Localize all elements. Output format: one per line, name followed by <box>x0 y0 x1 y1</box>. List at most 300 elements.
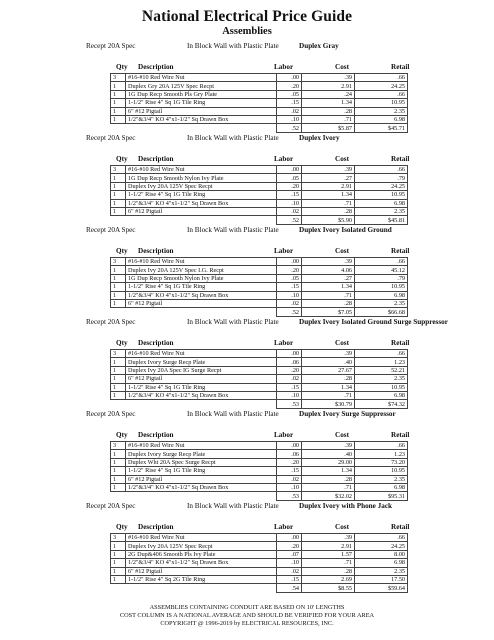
col-qty: Qty <box>116 523 128 531</box>
row-description: Duplex Ivy 20A 125V Spec Recpt <box>126 542 277 550</box>
row-retail: 6.98 <box>355 115 408 123</box>
row-labor: .20 <box>277 458 302 466</box>
row-qty: 3 <box>111 442 126 450</box>
row-qty: 1 <box>111 182 126 190</box>
row-qty: 1 <box>111 567 126 575</box>
col-labor: Labor <box>274 339 294 347</box>
row-cost: .28 <box>302 207 355 215</box>
section-name: Duplex Gray <box>299 42 339 50</box>
section-header <box>0 41 494 63</box>
col-description: Description <box>138 63 174 71</box>
total-cost: $30.79 <box>302 400 355 408</box>
row-cost: .28 <box>302 107 355 115</box>
row-description: #16-#10 Red Wire Nut <box>126 534 277 542</box>
column-headers <box>0 431 494 441</box>
total-row <box>111 216 408 224</box>
footer-line-1: ASSEMBLIES CONTAINING CONDUIT ARE BASED ON 10' LENGTHS <box>149 604 345 611</box>
table-row <box>111 191 408 199</box>
row-description: Duplex Ivory Surge Recp Plate <box>126 358 277 366</box>
row-qty: 1 <box>111 366 126 374</box>
row-description: 1-1/2" Rise 4" Sq 1G Tile Ring <box>126 467 277 475</box>
row-description: 1/2"&3/4" KO 4"x1-1/2" Sq Drawn Box <box>126 291 277 299</box>
row-cost: .28 <box>302 475 355 483</box>
row-description: 6" #12 Pigtail <box>126 299 277 307</box>
row-description: 1/2"&3/4" KO 4"x1-1/2" Sq Drawn Box <box>126 199 277 207</box>
row-qty: 3 <box>111 534 126 542</box>
row-cost: .71 <box>302 483 355 491</box>
col-description: Description <box>138 339 174 347</box>
row-qty: 1 <box>111 274 126 282</box>
table-row <box>111 450 408 458</box>
section-mount: In Block Wall with Plastic Plate <box>187 502 279 510</box>
table-row <box>111 82 408 90</box>
row-labor: .06 <box>277 450 302 458</box>
total-cost: $7.05 <box>302 308 355 316</box>
items-table <box>110 165 408 225</box>
row-labor: .06 <box>277 358 302 366</box>
col-labor: Labor <box>274 155 294 163</box>
row-retail: 10.95 <box>355 99 408 107</box>
row-cost: 1.34 <box>302 99 355 107</box>
section-spec: Recept 20A Spec <box>86 134 136 142</box>
row-description: Duplex Ivy 20A 125V Spec Recpt <box>126 182 277 190</box>
row-description: #16-#10 Red Wire Nut <box>126 442 277 450</box>
row-description: 1-1/2" Rise 4" Sq 1G Tile Ring <box>126 191 277 199</box>
row-cost: 2.91 <box>302 182 355 190</box>
col-description: Description <box>138 155 174 163</box>
row-retail: .66 <box>355 350 408 358</box>
row-labor: .02 <box>277 567 302 575</box>
row-retail: 73.20 <box>355 458 408 466</box>
row-retail: .66 <box>355 442 408 450</box>
row-labor: .05 <box>277 90 302 98</box>
row-retail: 24.25 <box>355 182 408 190</box>
row-labor: .20 <box>277 266 302 274</box>
table-row <box>111 542 408 550</box>
row-qty: 1 <box>111 199 126 207</box>
section-header <box>0 317 494 339</box>
table-row <box>111 166 408 174</box>
col-cost: Cost <box>335 247 349 255</box>
total-retail: $74.32 <box>355 400 408 408</box>
row-qty: 1 <box>111 391 126 399</box>
column-headers <box>0 155 494 165</box>
section-name: Duplex Ivory <box>299 134 340 142</box>
total-cost: $5.87 <box>302 124 355 132</box>
row-retail: .66 <box>355 74 408 82</box>
col-retail: Retail <box>391 247 410 255</box>
total-retail: $95.31 <box>355 492 408 500</box>
row-cost: .39 <box>302 350 355 358</box>
row-retail: 17.50 <box>355 575 408 583</box>
col-retail: Retail <box>391 155 410 163</box>
row-labor: .02 <box>277 207 302 215</box>
row-qty: 1 <box>111 207 126 215</box>
items-table <box>110 257 408 317</box>
row-retail: 6.98 <box>355 291 408 299</box>
row-cost: .24 <box>302 90 355 98</box>
row-retail: 2.35 <box>355 107 408 115</box>
row-retail: .66 <box>355 534 408 542</box>
row-labor: .15 <box>277 575 302 583</box>
row-qty: 1 <box>111 483 126 491</box>
row-cost: .71 <box>302 559 355 567</box>
table-row <box>111 258 408 266</box>
col-description: Description <box>138 523 174 531</box>
row-labor: .05 <box>277 274 302 282</box>
col-qty: Qty <box>116 431 128 439</box>
row-labor: .00 <box>277 74 302 82</box>
col-cost: Cost <box>335 155 349 163</box>
table-row <box>111 174 408 182</box>
table-row <box>111 458 408 466</box>
row-cost: .40 <box>302 450 355 458</box>
row-retail: 10.95 <box>355 191 408 199</box>
section-mount: In Block Wall with Plastic Plate <box>187 410 279 418</box>
row-qty: 3 <box>111 258 126 266</box>
section-header <box>0 133 494 155</box>
col-cost: Cost <box>335 63 349 71</box>
row-retail: .79 <box>355 274 408 282</box>
table-row <box>111 291 408 299</box>
row-cost: 4.06 <box>302 266 355 274</box>
total-row <box>111 492 408 500</box>
row-labor: .15 <box>277 191 302 199</box>
total-spacer <box>126 400 277 408</box>
row-qty: 1 <box>111 266 126 274</box>
col-retail: Retail <box>391 523 410 531</box>
table-row <box>111 567 408 575</box>
row-cost: 1.34 <box>302 467 355 475</box>
row-retail: 2.35 <box>355 207 408 215</box>
col-description: Description <box>138 247 174 255</box>
section-mount: In Block Wall with Plastic Plate <box>187 42 279 50</box>
col-retail: Retail <box>391 63 410 71</box>
table-row <box>111 274 408 282</box>
col-qty: Qty <box>116 63 128 71</box>
row-qty: 1 <box>111 450 126 458</box>
total-spacer <box>126 216 277 224</box>
row-retail: 52.21 <box>355 366 408 374</box>
total-labor: .52 <box>277 124 302 132</box>
col-cost: Cost <box>335 431 349 439</box>
row-retail: 8.00 <box>355 550 408 558</box>
table-row <box>111 266 408 274</box>
row-description: Duplex Ivy 20A 125V Spec I.G. Recpt <box>126 266 277 274</box>
row-labor: .02 <box>277 475 302 483</box>
row-description: #16-#10 Red Wire Nut <box>126 74 277 82</box>
table-row <box>111 483 408 491</box>
row-description: 6" #12 Pigtail <box>126 475 277 483</box>
section-name: Duplex Ivory Isolated Ground Surge Suppressor <box>299 318 448 326</box>
section-name: Duplex Ivory Surge Suppressor <box>299 410 396 418</box>
section-mount: In Block Wall with Plastic Plate <box>187 318 279 326</box>
assembly-section <box>0 225 494 317</box>
total-retail: $59.64 <box>355 584 408 592</box>
row-labor: .00 <box>277 166 302 174</box>
row-retail: 45.12 <box>355 266 408 274</box>
row-qty: 1 <box>111 358 126 366</box>
table-row <box>111 199 408 207</box>
total-spacer <box>126 124 277 132</box>
table-row <box>111 74 408 82</box>
total-spacer <box>126 492 277 500</box>
row-qty: 1 <box>111 467 126 475</box>
row-retail: 2.35 <box>355 475 408 483</box>
row-description: 1/2"&3/4" KO 4"x1-1/2" Sq Drawn Box <box>126 115 277 123</box>
table-row <box>111 107 408 115</box>
items-table <box>110 533 408 593</box>
row-retail: .66 <box>355 90 408 98</box>
total-spacer <box>111 216 126 224</box>
col-labor: Labor <box>274 523 294 531</box>
row-qty: 1 <box>111 559 126 567</box>
table-row <box>111 550 408 558</box>
row-cost: .39 <box>302 74 355 82</box>
total-spacer <box>126 308 277 316</box>
row-description: 1G Dup Recp Smooth Nylon Ivy Plate <box>126 174 277 182</box>
row-retail: 10.95 <box>355 383 408 391</box>
total-cost: $5.90 <box>302 216 355 224</box>
row-qty: 1 <box>111 174 126 182</box>
section-mount: In Block Wall with Plastic Plate <box>187 226 279 234</box>
row-cost: 27.67 <box>302 366 355 374</box>
footer-line-2: COST COLUMN IS A NATIONAL AVERAGE AND SHOULD BE VERIFIED FOR YOUR AREA <box>119 612 375 619</box>
row-cost: 2.91 <box>302 542 355 550</box>
row-retail: 10.95 <box>355 283 408 291</box>
row-retail: .79 <box>355 174 408 182</box>
row-qty: 1 <box>111 283 126 291</box>
total-spacer <box>111 308 126 316</box>
row-qty: 1 <box>111 383 126 391</box>
row-description: 1/2"&3/4" KO 4"x1-1/2" Sq Drawn Box <box>126 483 277 491</box>
row-cost: .71 <box>302 291 355 299</box>
row-cost: .71 <box>302 391 355 399</box>
column-headers <box>0 523 494 533</box>
row-labor: .20 <box>277 182 302 190</box>
row-cost: 2.69 <box>302 575 355 583</box>
col-retail: Retail <box>391 431 410 439</box>
column-headers <box>0 63 494 73</box>
row-cost: .71 <box>302 199 355 207</box>
row-description: 6" #12 Pigtail <box>126 107 277 115</box>
total-row <box>111 584 408 592</box>
assembly-section <box>0 409 494 501</box>
table-row <box>111 575 408 583</box>
row-description: 2G Dup&406 Smooth Pls Ivy Plate <box>126 550 277 558</box>
section-spec: Recept 20A Spec <box>86 410 136 418</box>
row-retail: 6.98 <box>355 199 408 207</box>
row-labor: .15 <box>277 283 302 291</box>
assembly-section <box>0 317 494 409</box>
table-row <box>111 358 408 366</box>
row-retail: 24.25 <box>355 82 408 90</box>
row-qty: 1 <box>111 82 126 90</box>
row-cost: 2.91 <box>302 82 355 90</box>
row-labor: .10 <box>277 483 302 491</box>
assembly-section <box>0 133 494 225</box>
row-description: 6" #12 Pigtail <box>126 567 277 575</box>
row-cost: .28 <box>302 567 355 575</box>
row-labor: .05 <box>277 174 302 182</box>
total-labor: .53 <box>277 492 302 500</box>
row-labor: .10 <box>277 559 302 567</box>
row-retail: .66 <box>355 166 408 174</box>
col-labor: Labor <box>274 63 294 71</box>
row-qty: 1 <box>111 291 126 299</box>
items-table <box>110 441 408 501</box>
row-retail: 24.25 <box>355 542 408 550</box>
row-qty: 1 <box>111 550 126 558</box>
col-description: Description <box>138 431 174 439</box>
row-labor: .00 <box>277 534 302 542</box>
col-qty: Qty <box>116 339 128 347</box>
section-spec: Recept 20A Spec <box>86 318 136 326</box>
table-row <box>111 115 408 123</box>
row-labor: .20 <box>277 82 302 90</box>
total-spacer <box>111 584 126 592</box>
row-description: 1-1/2" Rise 4" Sq 2G Tile Ring <box>126 575 277 583</box>
table-row <box>111 299 408 307</box>
row-labor: .02 <box>277 299 302 307</box>
assembly-section <box>0 501 494 593</box>
row-labor: .02 <box>277 107 302 115</box>
row-cost: .40 <box>302 358 355 366</box>
table-row <box>111 90 408 98</box>
row-description: 1/2"&3/4" KO 4"x1-1/2" Sq Drawn Box <box>126 559 277 567</box>
section-header <box>0 225 494 247</box>
row-retail: 6.98 <box>355 559 408 567</box>
table-row <box>111 207 408 215</box>
row-cost: .39 <box>302 534 355 542</box>
row-labor: .15 <box>277 99 302 107</box>
col-labor: Labor <box>274 247 294 255</box>
total-labor: .52 <box>277 216 302 224</box>
row-qty: 1 <box>111 458 126 466</box>
row-qty: 3 <box>111 74 126 82</box>
row-retail: 10.95 <box>355 467 408 475</box>
row-description: #16-#10 Red Wire Nut <box>126 350 277 358</box>
total-cost: $32.02 <box>302 492 355 500</box>
table-row <box>111 350 408 358</box>
section-spec: Recept 20A Spec <box>86 226 136 234</box>
col-cost: Cost <box>335 523 349 531</box>
table-row <box>111 383 408 391</box>
total-retail: $45.71 <box>355 124 408 132</box>
row-labor: .20 <box>277 542 302 550</box>
row-labor: .15 <box>277 467 302 475</box>
column-headers <box>0 339 494 349</box>
section-mount: In Block Wall with Plastic Plate <box>187 134 279 142</box>
row-cost: .28 <box>302 375 355 383</box>
row-labor: .10 <box>277 199 302 207</box>
row-qty: 1 <box>111 375 126 383</box>
row-cost: 1.34 <box>302 283 355 291</box>
table-row <box>111 467 408 475</box>
total-retail: $66.68 <box>355 308 408 316</box>
row-description: #16-#10 Red Wire Nut <box>126 258 277 266</box>
section-header <box>0 501 494 523</box>
row-qty: 1 <box>111 575 126 583</box>
total-spacer <box>111 124 126 132</box>
row-retail: 1.23 <box>355 450 408 458</box>
row-description: 6" #12 Pigtail <box>126 375 277 383</box>
table-row <box>111 559 408 567</box>
total-labor: .54 <box>277 584 302 592</box>
total-labor: .53 <box>277 400 302 408</box>
page-subtitle: Assemblies <box>222 26 272 37</box>
total-spacer <box>111 400 126 408</box>
row-cost: .27 <box>302 174 355 182</box>
total-retail: $45.81 <box>355 216 408 224</box>
row-description: 1-1/2" Rise 4" Sq 1G Tile Ring <box>126 99 277 107</box>
table-row <box>111 534 408 542</box>
row-cost: .39 <box>302 166 355 174</box>
row-labor: .10 <box>277 391 302 399</box>
row-retail: 1.23 <box>355 358 408 366</box>
column-headers <box>0 247 494 257</box>
row-qty: 3 <box>111 166 126 174</box>
row-description: 1/2"&3/4" KO 4"x1-1/2" Sq Drawn Box <box>126 391 277 399</box>
col-cost: Cost <box>335 339 349 347</box>
row-labor: .00 <box>277 258 302 266</box>
row-labor: .15 <box>277 383 302 391</box>
section-name: Duplex Ivory Isolated Ground <box>299 226 392 234</box>
page-title: National Electrical Price Guide <box>141 8 353 25</box>
total-row <box>111 308 408 316</box>
row-description: 1G Dup Recp Smooth Pls Gry Plate <box>126 90 277 98</box>
section-spec: Recept 20A Spec <box>86 42 136 50</box>
section-header <box>0 409 494 431</box>
row-labor: .10 <box>277 115 302 123</box>
section-spec: Recept 20A Spec <box>86 502 136 510</box>
row-retail: .66 <box>355 258 408 266</box>
table-row <box>111 375 408 383</box>
assembly-section <box>0 41 494 133</box>
col-retail: Retail <box>391 339 410 347</box>
total-spacer <box>126 584 277 592</box>
row-description: 1-1/2" Rise 4" Sq 1G Tile Ring <box>126 283 277 291</box>
row-qty: 1 <box>111 99 126 107</box>
row-retail: 2.35 <box>355 299 408 307</box>
footer-line-3: COPYRIGHT @ 1996-2019 by ELECTRICAL RESOURCES, INC. <box>160 620 334 627</box>
row-qty: 1 <box>111 542 126 550</box>
row-labor: .20 <box>277 366 302 374</box>
row-cost: .39 <box>302 442 355 450</box>
row-qty: 1 <box>111 299 126 307</box>
row-cost: .39 <box>302 258 355 266</box>
total-labor: .52 <box>277 308 302 316</box>
row-qty: 1 <box>111 107 126 115</box>
table-row <box>111 475 408 483</box>
row-description: #16-#10 Red Wire Nut <box>126 166 277 174</box>
row-cost: .71 <box>302 115 355 123</box>
table-row <box>111 99 408 107</box>
row-retail: 2.35 <box>355 567 408 575</box>
footer <box>0 604 494 628</box>
row-qty: 3 <box>111 350 126 358</box>
row-labor: .00 <box>277 350 302 358</box>
total-cost: $8.55 <box>302 584 355 592</box>
row-cost: 29.00 <box>302 458 355 466</box>
row-retail: 6.98 <box>355 391 408 399</box>
total-row <box>111 400 408 408</box>
row-labor: .02 <box>277 375 302 383</box>
col-labor: Labor <box>274 431 294 439</box>
row-cost: .28 <box>302 299 355 307</box>
row-labor: .10 <box>277 291 302 299</box>
table-row <box>111 283 408 291</box>
